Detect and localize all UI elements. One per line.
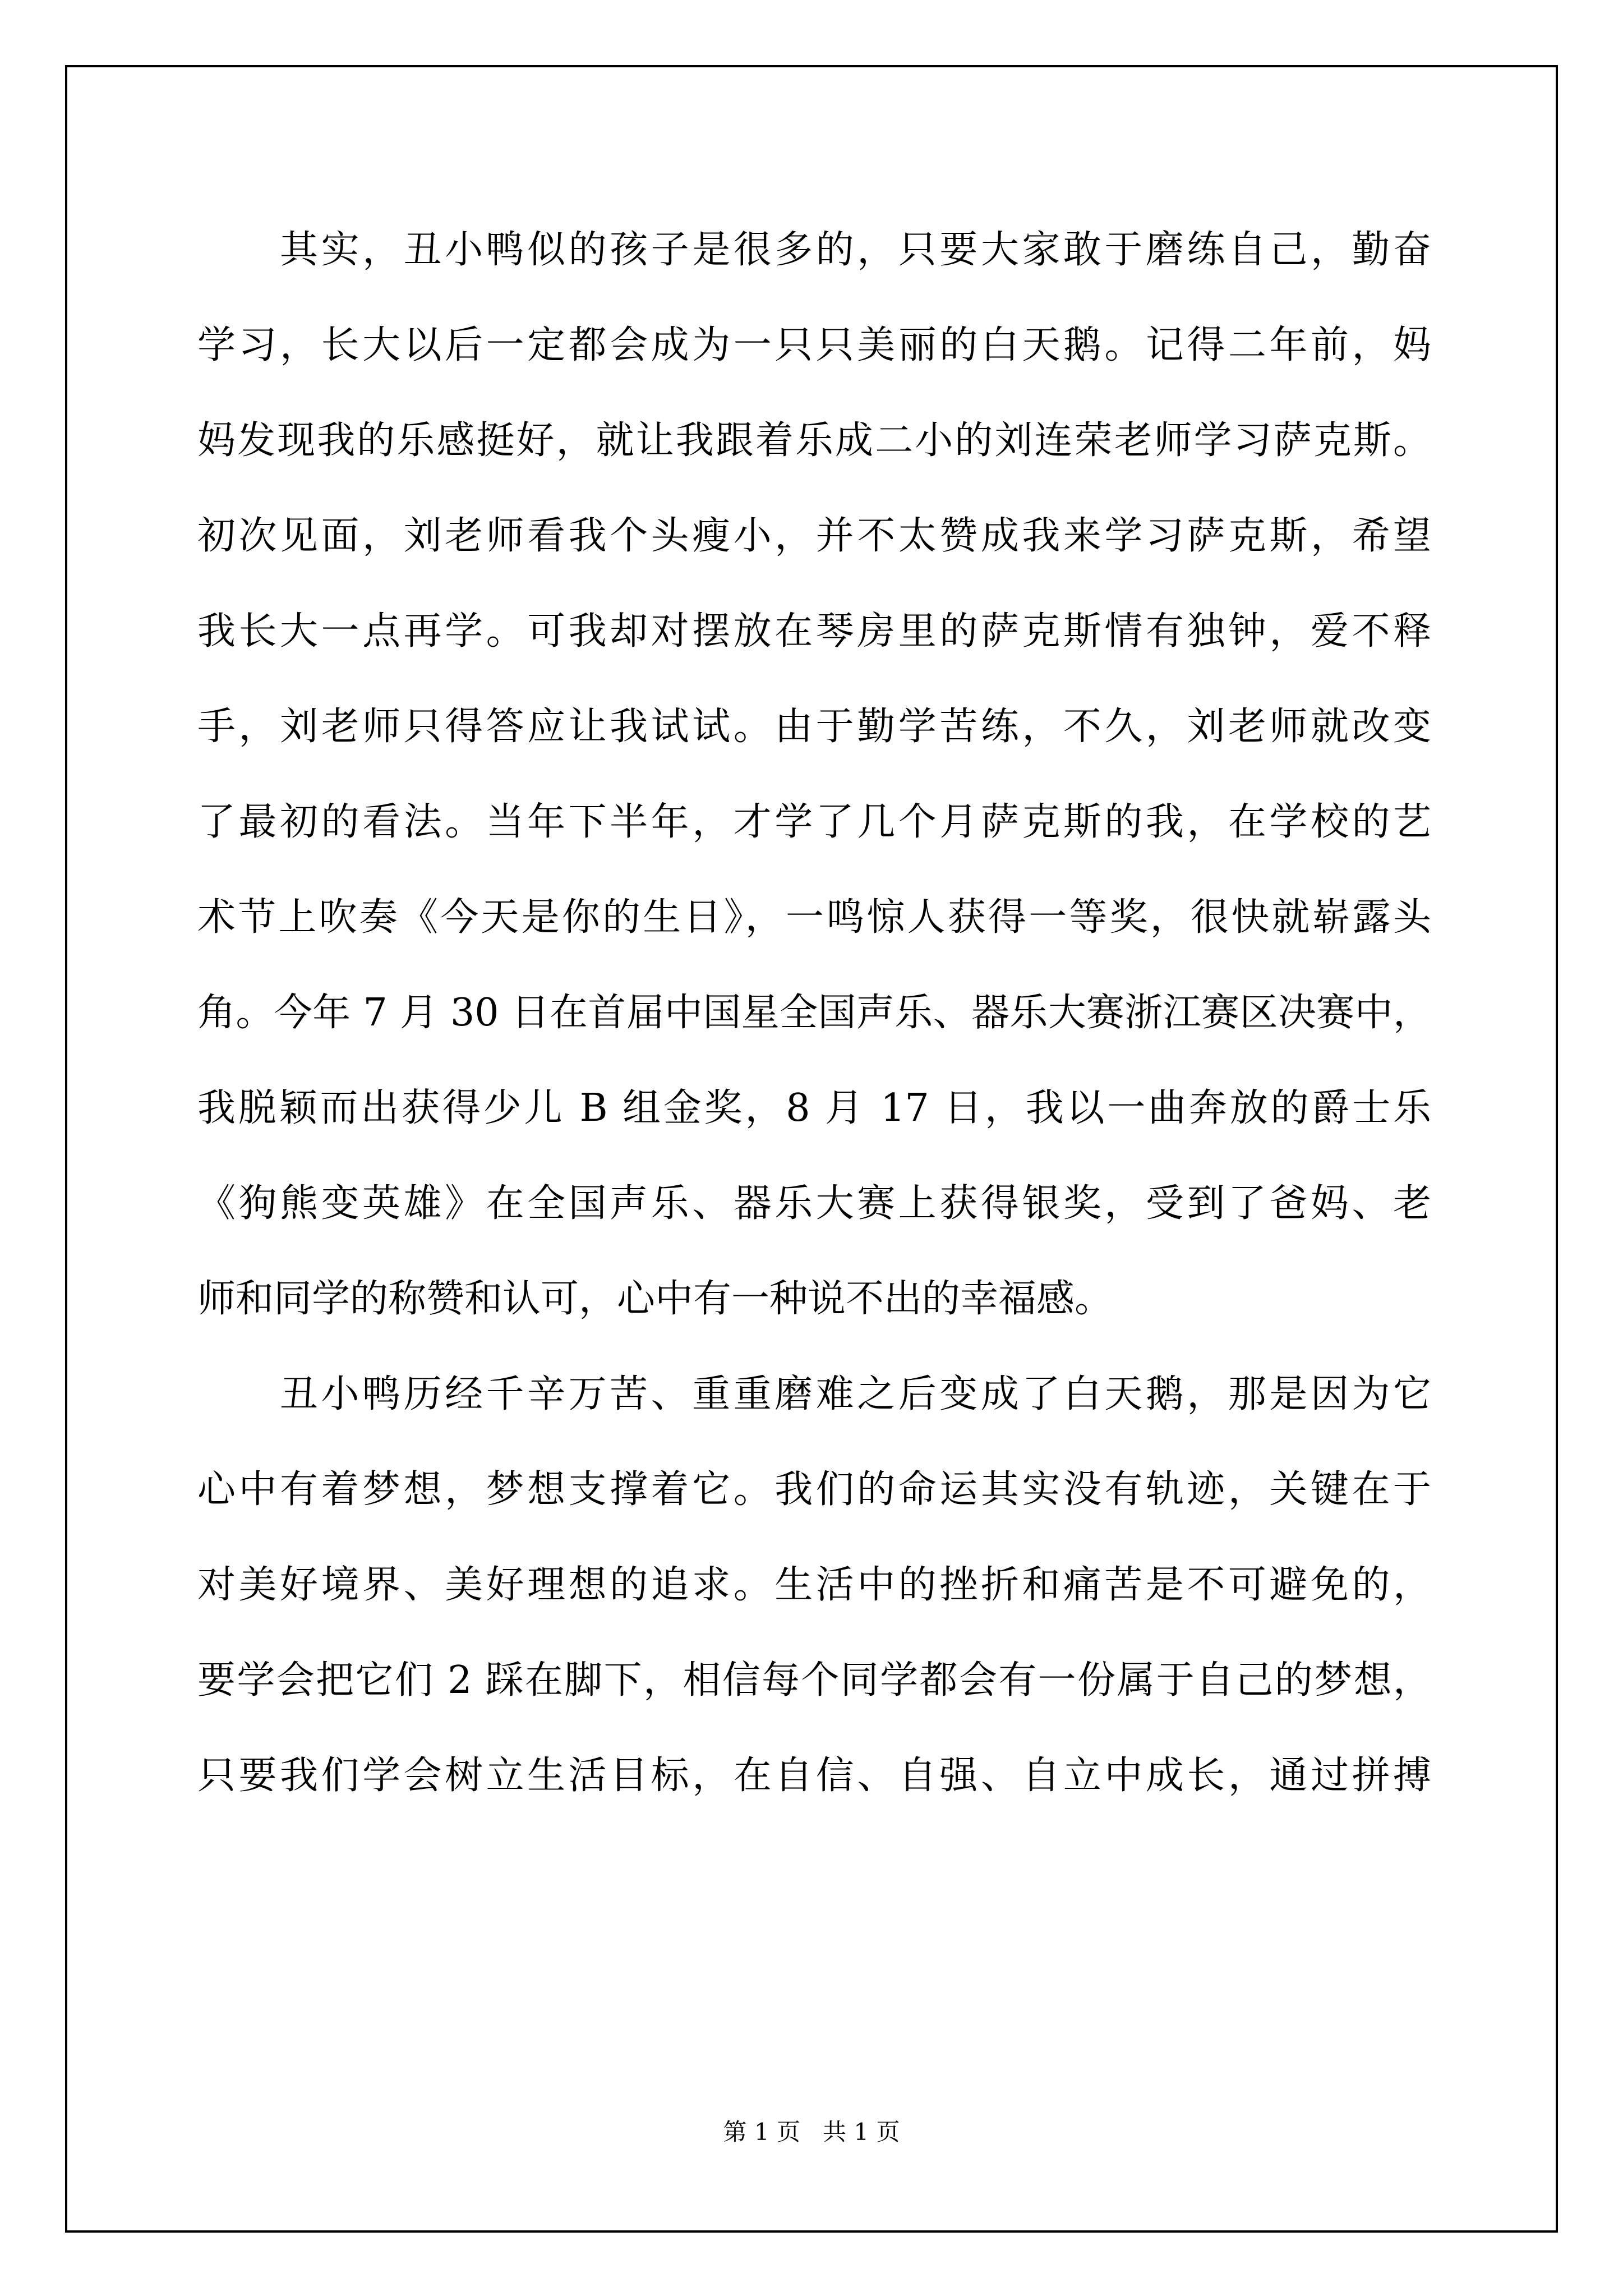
footer-spacer xyxy=(800,2118,823,2146)
paragraph-1-line-4: 初次见面，刘老师看我个头瘦小，并不太赞成我来学习萨克斯，希望 xyxy=(197,514,1431,558)
paragraph-1-line-8: 术节上吹奏《今天是你的生日》，一鸣惊人获得一等奖，很快就崭露头 xyxy=(197,895,1431,940)
paragraph-2-line-3: 对美好境界、美好理想的追求。生活中的挫折和痛苦是不可避免的， xyxy=(197,1563,1431,1607)
paragraph-1-line-6: 手，刘老师只得答应让我试试。由于勤学苦练，不久，刘老师就改变 xyxy=(197,705,1431,749)
paragraph-1-line-7: 了最初的看法。当年下半年，才学了几个月萨克斯的我，在学校的艺 xyxy=(197,800,1431,844)
paragraph-1-line-2: 学习，长大以后一定都会成为一只只美丽的白天鹅。记得二年前，妈 xyxy=(197,323,1431,367)
page-number: 第 1 页 xyxy=(723,2118,800,2146)
paragraph-1-line-11: 《狗熊变英雄》在全国声乐、器乐大赛上获得银奖，受到了爸妈、老 xyxy=(197,1181,1431,1226)
paragraph-2-line-4: 要学会把它们 2 踩在脚下，相信每个同学都会有一份属于自己的梦想， xyxy=(197,1658,1431,1703)
paragraph-1-line-12: 师和同学的称赞和认可，心中有一种说不出的幸福感。 xyxy=(197,1277,1113,1321)
paragraph-1-line-10: 我脱颖而出获得少儿 B 组金奖，8 月 17 日，我以一曲奔放的爵士乐 xyxy=(197,1086,1431,1130)
paragraph-1-line-3: 妈发现我的乐感挺好，就让我跟着乐成二小的刘连荣老师学习萨克斯。 xyxy=(197,418,1431,463)
paragraph-1-line-5: 我长大一点再学。可我却对摆放在琴房里的萨克斯情有独钟，爱不释 xyxy=(197,609,1431,654)
paragraph-1-line-1: 其实，丑小鸭似的孩子是很多的，只要大家敢于磨练自己，勤奋 xyxy=(197,228,1431,272)
total-pages: 共 1 页 xyxy=(823,2118,900,2146)
paragraph-1-line-9: 角。今年 7 月 30 日在首届中国星全国声乐、器乐大赛浙江赛区决赛中， xyxy=(197,991,1431,1035)
page-footer xyxy=(0,2113,1623,2152)
paragraph-2-line-5: 只要我们学会树立生活目标，在自信、自强、自立中成长，通过拼搏 xyxy=(197,1754,1431,1798)
paragraph-2-line-2: 心中有着梦想，梦想支撑着它。我们的命运其实没有轨迹，关键在于 xyxy=(197,1467,1431,1512)
paragraph-2-line-1: 丑小鸭历经千辛万苦、重重磨难之后变成了白天鹅，那是因为它 xyxy=(197,1372,1431,1416)
